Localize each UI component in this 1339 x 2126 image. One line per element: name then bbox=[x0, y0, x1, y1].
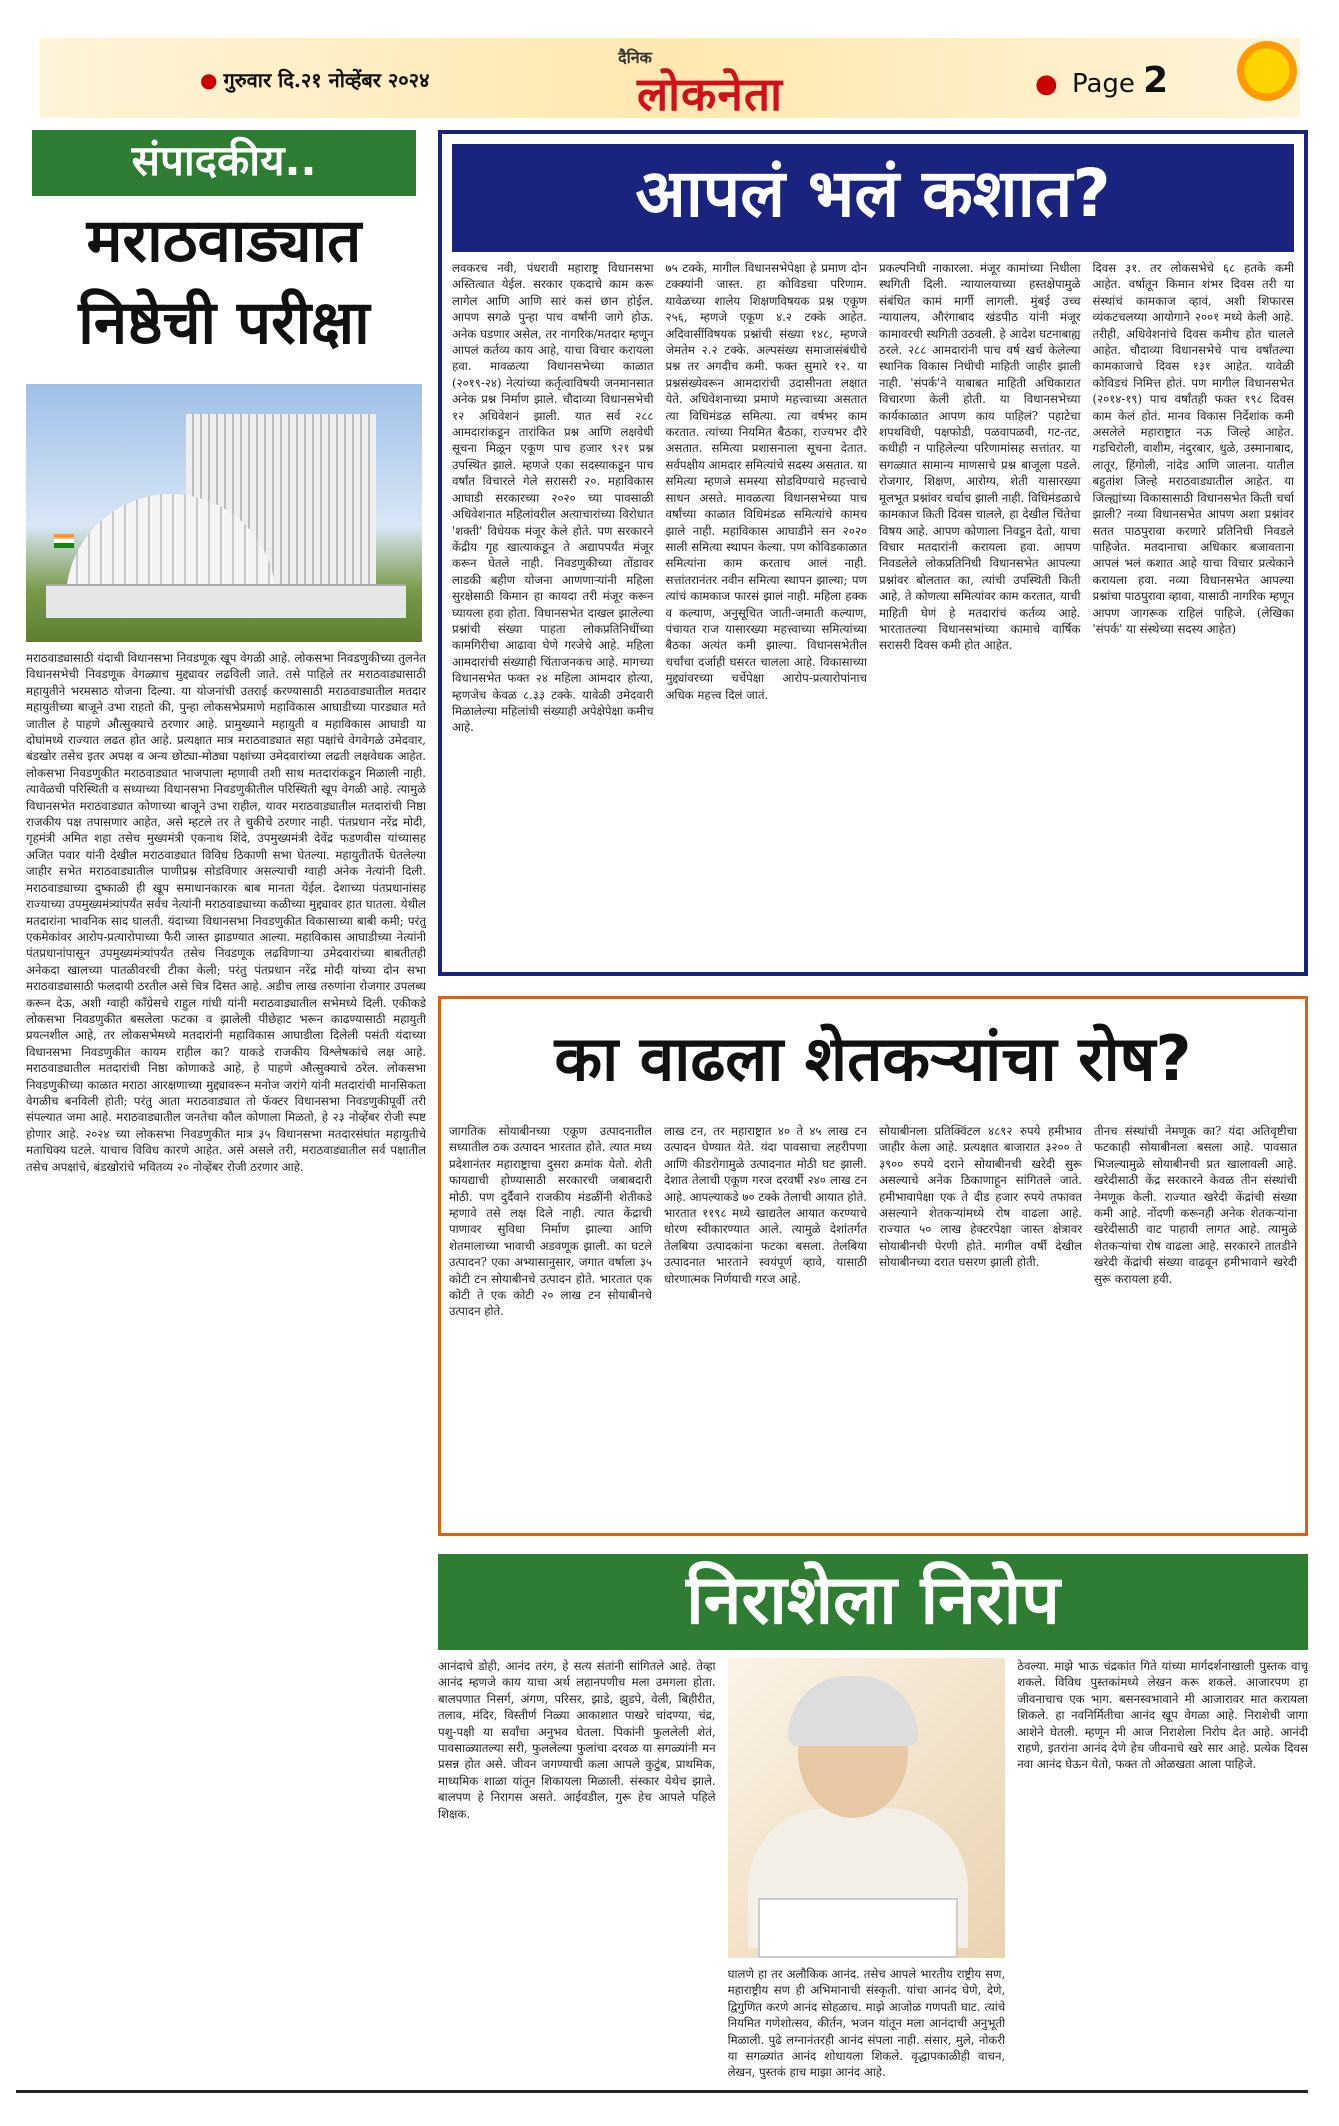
notebook bbox=[758, 1898, 958, 1958]
building-base bbox=[46, 584, 406, 618]
article3-title: निराशेला निरोप bbox=[438, 1554, 1308, 1650]
editorial-column bbox=[16, 130, 432, 2126]
page-bottom-rule bbox=[16, 2090, 1308, 2093]
article3-columns bbox=[438, 1658, 1308, 2108]
article2-col1: जागतिक सोयाबीनच्या एकूण उत्पादनातील सध्यातील ठक उत्पादन भारतात होते. त्यात मध्य प्रदेशानंतर महाराष्ट्राचा दुसरा क्रमांक येतो. शेती फायद्याची होण्यासाठी सरकारची जबाबदारी मोठी. पण दुर्दैवाने राजकीय मंडळींनी शेतीकडे म्हणावे तसे लक्ष दिले नाही. त्यात केंद्राची पाणावर सुविधा निर्माण झाल्या आणि शेतमालाच्या भावाची अडवणूक झाली. का घटले उत्पादन? एका अभ्यासानुसार, जगात वर्षाला ३५ कोटी टन सोयाबीनचे उत्पादन होते. भारतात एक कोटी ते एक कोटी २० लाख टन सोयाबीनचे उत्पादन होते. bbox=[449, 1124, 652, 1319]
issue-date: ● गुरुवार दि.२१ नोव्हेंबर २०२४ bbox=[200, 66, 430, 93]
sun-ornament-right-icon bbox=[1232, 36, 1302, 106]
article3-col3: ठेवल्या. माझे भाऊ चंद्रकांत गिते यांच्या मार्गदर्शनाखाली पुस्तक वाचू शकले. विविध पुस्तकांमध्ये लेखन करू शकले. आजारपण हा जीवनाचाच एक भाग. बसनस्वभावाने मी आजारावर मात करायला शिकले. हा नवनिर्मितीचा आनंद खूप वेगळा आहे. निराशेची जागा आशेने घेतली. म्हणून मी आज निराशेला निरोप देत आहे. आनंदी राहणे, इतरांना आनंद देणे हेच जीवनाचे खरे सार आहे. प्रत्येक दिवस नवा आनंद घेऊन येतो, फक्त तो ओळखता आला पाहिजे. bbox=[1017, 1659, 1308, 1772]
article2-columns bbox=[449, 1123, 1297, 1523]
article1-columns bbox=[452, 260, 1294, 960]
newspaper-logo bbox=[570, 46, 850, 124]
article1-col2: ७५ टक्के, मागील विधानसभेपेक्षा हे प्रमाण दोन टक्क्यांनी जास्त. हा कोविडचा परिणाम. यावेळच्या शालेय शिक्षणविषयक प्रश्न एकूण २५६, म्हणजे एकूण ४.२ टक्के आहेत. अदिवासींविषयक प्रश्नांची संख्या १४८, म्हणजे जेमतेम २.२ टक्के. अल्पसंख्य समाजासंबंधीचे प्रश्न तर अगदीच कमी. फक्त सुमारे १२. या प्रश्नसंख्येवरून आमदारांची उदासीनता लक्षात येते. अधिवेशनाच्या प्रमाणे महत्त्वाच्या असतात त्या विधिमंडळ समित्या. त्या वर्षभर काम करतात. त्यांच्या नियमित बैठका, राज्यभर दौरे असतात. समित्या प्रशासनाला सूचना देतात. सर्वपक्षीय आमदार समित्यांचे सदस्य असतात. या समित्या म्हणजे समस्या सोडविण्याचे महत्त्वाचे साधन असते. मावळत्या विधानसभेच्या पाच वर्षांच्या काळात विधिमंडळ समित्यांचे कामच झाले नाही. महाविकास आघाडीने सन २०२० साली समित्या स्थापन केल्या. पण कोविडकाळात समित्यांना काम करताच आलं नाही. सत्तांतरानंतर नवीन समित्या स्थापन झाल्या; पण त्यांचं कामकाज फारसं झालं नाही. महिला हक्क व कल्याण, अनुसूचित जाती-जमाती कल्याण, पंचायत राज यासारख्या महत्त्वाच्या समित्यांच्या बैठका अत्यंत कमी झाल्या. विधानसभेतील चर्चांचा दर्जाही घसरत चालला आहे. विकासाच्या मुद्द्यांवरच्या चर्चेपेक्षा आरोप-प्रत्यारोपांनाच अधिक महत्त्व दिलं जातं. bbox=[665, 261, 867, 702]
right-articles bbox=[438, 130, 1308, 2080]
article3-col2: घालणे हा तर अलौकिक आनंद. तसेच आपले भारतीय राष्ट्रीय सण, महाराष्ट्रीय सण ही अभिमानाची संस्कृती. यांचा आनंद घेणे, देणे, द्विगुणित करणे आनंद सोहळाच. माझे आजोळ गणपती घाट. त्यांचे नियमित गणेशोत्सव, कीर्तन, भजन यांतून मला आनंदाची अनुभूती मिळाली. पुढे लग्नानंतरही आनंद संपला नाही. संसार, मुले, नोकरी या सगळ्यांत आनंद शोधायला शिकले. वृद्धापकाळीही वाचन, लेखन, पुस्तकं हाच माझा आनंद आहे. bbox=[727, 1967, 1006, 2080]
article2-title: का वाढला शेतकऱ्यांचा रोष? bbox=[449, 1007, 1297, 1115]
masthead bbox=[40, 38, 1300, 121]
logo-big: लोकनेता bbox=[636, 67, 784, 121]
article2-col4: तीनच संस्थांची नेमणूक का? यंदा अतिवृष्टीचा फटकाही सोयाबीनला बसला आहे. पावसात भिजल्यामुळे सोयाबीनची प्रत खालावली आहे. खरेदीसाठी केंद्र सरकारने केवळ तीन संस्थांची नेमणूक केली. राज्यात खरेदी केंद्रांची संख्या कमी आहे. नोंदणी करूनही अनेक शेतकऱ्यांना खरेदीसाठी वाट पाहावी लागत आहे. त्यामुळे शेतकऱ्यांचा रोष वाढला आहे. सरकारने तातडीने खरेदी केंद्रांची संख्या वाढवून हमीभावाने खरेदी सुरू करायला हवी. bbox=[1094, 1124, 1297, 1286]
article2-col2: लाख टन, तर महाराष्ट्रात ४० ते ४५ लाख टन उत्पादन घेण्यात येते. यंदा पावसाचा लहरीपणा आणि कीडरोगामुळे उत्पादनात मोठी घट झाली. देशात तेलाची एकूण गरज दरवर्षी २४० लाख टन आहे. आपल्याकडे ७० टक्के तेलाची आयात होते. भारतात ११९८ मध्ये खाद्यतेल आयात करण्याचे धोरण स्वीकारण्यात आले. त्यामुळे देशांतर्गत तेलबिया उत्पादकांना फटका बसला. तेलबिया उत्पादनात भारताने स्वयंपूर्ण व्हावे, यासाठी धोरणात्मक निर्णयाची गरज आहे. bbox=[664, 1124, 867, 1286]
page-label: Page bbox=[1071, 69, 1135, 99]
article-aapla-bhala bbox=[438, 130, 1308, 976]
article3-col1: आनंदाचे डोही, आनंद तरंग, हे सत्य संतांनी सांगितले आहे. तेव्हा आनंद म्हणजे काय याचा अर्थ लहानपणीच मला उमगला होता. बालपणात निसर्ग, अंगण, परिसर, झाडे, झुडपे, वेली, बिहीरीत, तलाव, मंदिर, विस्तीर्ण निळ्या आकाशात पाखरे चांदण्या, चंद्र, पशु-पक्षी या सर्वांचा अनुभव घेतला. पिकांनी फुललेली शेतं, पावसाळ्यातल्या सरी, फुललेल्या फुलांचा दरवळ या सगळ्यांनी मन प्रसन्न होत असे. जीवन जगण्याची कला आपले कुटुंब, प्राथमिक, माध्यमिक शाळा यांतून शिकायला मिळाली. संस्कार येथेच झाले. बालपण हे निरागस असते. आईवडील, गुरू हेच आपले पहिले शिक्षक. bbox=[438, 1659, 716, 1821]
vidhan-bhavan-image bbox=[26, 384, 422, 642]
article1-title: आपलं भलं कशात? bbox=[452, 144, 1294, 252]
article1-col1: लवकरच नवी, पंधरावी महाराष्ट्र विधानसभा अस्तित्वात येईल. सरकार एकदाचे काम करू लागेल आणि आणि सारं कसं छान होईल. आपण सगळे पुन्हा पाच वर्षांनी जागे होऊ. अनेक घडणार असेल, तर नागरिक/मतदार म्हणून आपलं कर्तव्य काय आहे, याचा विचार करायला हवा. मावळत्या विधानसभेच्या काळात (२०१९-२४) नेत्यांच्या कर्तृत्वाविषयी जनमानसात अनेक प्रश्न निर्माण झाले. चौदाव्या विधानसभेची १२ अधिवेशनं झाली. यात सर्व २८८ आमदारांकडून तारांकित प्रश्न आणि लक्षवेधी सूचना मिळून एकूण पाच हजार ९२१ प्रश्न उपस्थित झाले. म्हणजे एका सदस्याकडून पाच वर्षांत विचारले गेले सरासरी २०. महाविकास आघाडी सरकारच्या २०२० च्या पावसाळी अधिवेशनात महिलांवरील अत्याचारांच्या विरोधात 'शक्ती' विधेयक मंजूर केले होते. पण सरकारने केंद्रीय गृह खात्याकडून ते अद्यापपर्यंत मंजूर करून घेतले नाही. निवडणुकीच्या तोंडावर लाडकी बहीण योजना आणणाऱ्यांनी महिला सुरक्षेसाठी किमान हा कायदा तरी मंजूर करून घ्यायला हवा होता. विधानसभेत दाखल झालेल्या प्रश्नांची संख्या पाहता लोकप्रतिनिधींच्या कामगिरीचा आढावा घेणे गरजेचे आहे. महिला आमदारांची संख्याही चिंताजनकच आहे. मागच्या विधानसभेत फक्त २४ महिला आमदार होत्या, म्हणजेच केवळ ८.३३ टक्के. यावेळी उमेदवारी मिळालेल्या महिलांची संख्याही अपेक्षेपेक्षा कमीच आहे. bbox=[452, 261, 654, 735]
woman-hair bbox=[788, 1676, 918, 1746]
article-shetkari-rosh bbox=[438, 996, 1308, 1536]
editorial-section-label: संपादकीय.. bbox=[32, 130, 416, 196]
article3-middle bbox=[728, 1658, 1006, 2108]
page-number: 2 bbox=[1143, 60, 1169, 101]
editorial-body: मराठवाड्यासाठी यंदाची विधानसभा निवडणूक खूप वेगळी आहे. लोकसभा निवडणुकीच्या तुलनेत विधानसभेची निवडणूक वेगळ्याच मुद्द्यावर लढविली जाते. तसे पाहिले तर मराठवाड्यासाठी महायुतीने भरमसाठ योजना दिल्या. या योजनांची उतराई करण्यासाठी मराठवाड्यातील मतदार महायुतीच्या बाजूने उभा राहतो की, पुन्हा लोकसभेप्रमाणे महाविकास आघाडीच्या पारड्यात मते जातील हे पाहणे औत्सुक्याचे ठरणार आहे. प्रामुख्याने महायुती व महाविकास आघाडी या दोघांमध्ये राज्यात लढत होत आहे. प्रत्यक्षात मात्र मराठवाड्यात सहा पक्षांचे वेगवेगळे उमेदवार, बंडखोर तसेच इतर अपक्ष व अन्य छोट्या-मोठ्या पक्षांच्या उमेदवारांच्या लढती लक्षवेधक आहेत. लोकसभा निवडणुकीत मराठवाड्यात भाजपाला म्हणावी तशी साथ मतदारांकडून मिळाली नाही. त्यावेळची परिस्थिती व सध्याच्या विधानसभा निवडणुकीतील परिस्थिती खूप वेगळी आहे. त्यामुळे विधानसभेत मराठवाड्यात कोणाच्या बाजूने उभा राहील, यावर मराठवाड्यातील मतदारांची निष्ठा राजकीय पक्ष तपासणार आहेत, असे म्हटले तर ते चुकीचे ठरणार नाही. पंतप्रधान नरेंद्र मोदी, गृहमंत्री अमित शहा तसेच मुख्यमंत्री एकनाथ शिंदे, उपमुख्यमंत्री देवेंद्र फडणवीस यांच्यासह अजित पवार यांनी देखील मराठवाड्यात विविध ठिकाणी सभा घेतल्या. महायुतीतर्फे घेतलेल्या जाहीर सभेत मराठवाड्यातील पाणीप्रश्न सोडविणार असल्याची ग्वाही अनेक नेत्यांनी दिली. मराठवाड्याच्या दुष्काळी ही खूप समाधानकारक बाब मानता येईल. देशाच्या पंतप्रधानांसह राज्याच्या उपमुख्यमंत्र्यांपर्यंत सर्वच नेत्यांनी मराठवाड्याच्या कळीच्या मुद्द्यावर हात घातला. येथील मतदारांना भावनिक साद घालती. यंदाच्या विधानसभा निवडणुकीत विकासाच्या बाबी कमी; परंतु एकमेकांवर आरोप-प्रत्यारोपाच्या फैरी जास्त झाडण्यात आल्या. महाविकास आघाडीच्या नेत्यांनी पंतप्रधानांपासून उपमुख्यमंत्र्यांपर्यंत तसेच निवडणूक लढविणाऱ्या उमेदवारांच्या बाबतीतही अनेकदा खालच्या पातळीवरची टीका केली; परंतु पंतप्रधान नरेंद्र मोदी यांच्या दोन सभा मराठवाड्यासाठी फलदायी ठरतील असे चित्र दिसत आहे. अडीच लाख तरुणांना रोजगार उपलब्ध करून देऊ, अशी ग्वाही काँग्रेसचे राहुल गांधी यांनी मराठवाड्यातील सभेमध्ये दिली. एकीकडे लोकसभा निवडणुकीत बसलेला फटका व झालेली पीछेहाट भरून काढण्यासाठी महायुती प्रयत्नशील आहे, तर लोकसभेमध्ये मतदारांनी महाविकास आघाडीला दिलेली पसंती यंदाच्या विधानसभा निवडणुकीत कायम राहील का? याकडे राजकीय विश्लेषकांचे लक्ष आहे. मराठवाड्यातील मतदारांची निष्ठा कोणाकडे आहे, हे पाहणे औत्सुक्याचे ठरेल. लोकसभा निवडणुकीच्या काळात मराठा आरक्षणाच्या मुद्द्यावरून मनोज जरांगे यांनी मतदारांची मानसिकता वेगळीच बनविली होती; परंतु आता मराठवाड्यात तो फॅक्टर विधानसभा निवडणुकीपूर्वी तरी संपल्यात जमा आहे. मराठवाड्यातील जनतेचा कौल कोणाला मिळतो, हे २३ नोव्हेंबर रोजी स्पष्ट होणार आहे. २०२४ च्या लोकसभा निवडणुकीत मात्र ३५ विधानसभा मतदारसंघांत महायुतीचे मताधिक्य घटले. याचाच विविध कारणे आहेत. असे असले तरी, मराठवाड्यातील सर्व पक्षातील तसेच अपक्षांचे, बंडखोरांचे भवितव्य २० नोव्हेंबर रोजी ठरणार आहे. bbox=[26, 651, 426, 1174]
article1-col3: प्रकल्पनिधी नाकारला. मंजूर कामांच्या निधीला स्थगिती दिली. न्यायालयाच्या हस्तक्षेपामुळे संबंधित कामं मार्गी लागली. मुंबई उच्च न्यायालय, औरंगाबाद खंडपीठ यांनी मंजूर कामावरची स्थगिती उठवली. हे आदेश घटनाबाह्य ठरले. २८८ आमदारांनी पाच वर्ष खर्च केलेल्या स्थानिक विकास निधीची माहिती जाहीर झाली नाही. 'संपर्क'ने याबाबत माहिती अधिकारात विचारणा केली होती. या विधानसभेच्या कार्यकाळात आपण काय पाहिलं? पहाटेचा शपथविधी, पक्षफोडी, पळवापळवी, गट-तट, कधीही न पाहिलेल्या परिणामांसह सत्तांतर. या सगळ्यात सामान्य माणसाचे प्रश्न बाजूला पडले. रोजगार, शिक्षण, आरोग्य, शेती यासारख्या मूलभूत प्रश्नांवर चर्चाच झाली नाही. विधिमंडळाचे कामकाज किती दिवस चालले, हा देखील चिंतेचा विषय आहे. आपण कोणाला निवडून देतो, याचा विचार मतदारांनी करायला हवा. आपण निवडलेले लोकप्रतिनिधी विधानसभेत आपल्या प्रश्नांवर बोलतात का, त्यांची उपस्थिती किती आहे, ते कोणत्या समित्यांवर काम करतात, याची माहिती घेणं हे मतदारांचं कर्तव्य आहे. भारतातल्या विधानसभांच्या कामाचे वार्षिक सरासरी दिवस कमी होत आहेत. bbox=[879, 261, 1081, 653]
flag-icon bbox=[54, 534, 74, 548]
logo-small: दैनिक bbox=[618, 48, 652, 67]
elderly-woman-writing-image bbox=[728, 1658, 1006, 1958]
article-nirashela-nirop bbox=[438, 1554, 1308, 2114]
page-indicator bbox=[1035, 60, 1168, 101]
article2-col3: सोयाबीनला प्रतिक्विंटल ४८९२ रुपये हमीभाव जाहीर केला आहे. प्रत्यक्षात बाजारात ३२०० ते ३९०० रुपये दराने सोयाबीनची खरेदी सुरू असल्याचे अनेक ठिकाणाहून सांगितले जाते. हमीभावापेक्षा एक ते दीड हजार रुपये तफावत असल्याने शेतकऱ्यांमध्ये रोष वाढला आहे. राज्यात ५० लाख हेक्टरपेक्षा जास्त क्षेत्रावर सोयाबीनची पेरणी होते. मागील वर्षी देखील सोयाबीनच्या दरात घसरण झाली होती. bbox=[879, 1124, 1082, 1270]
editorial-title: मराठवाड्यात निष्ठेची परीक्षा bbox=[78, 206, 370, 358]
article1-col4: दिवस ३१. तर लोकसभेचे ६८ हतके कमी आहेत. वर्षातून किमान शंभर दिवस तरी या संस्थांचं कामकाज व्हावं, अशी शिफारस व्यंकटचलय्या आयोगाने २००१ मध्ये केली आहे. तरीही, अधिवेशनांचे दिवस कमीच होत चालले आहेत. चौदाव्या विधानसभेचे पाच वर्षांतल्या कामकाजाचे दिवस १३१ आहेत. यावेळी कोविडचं निमित्त होतं. पण मागील विधानसभेत (२०१४-१९) पाच वर्षांतही फक्त १९८ दिवस काम केलं होतं. मानव विकास निर्देशांक कमी असलेले महाराष्ट्रात नऊ जिल्हे आहेत. गडचिरोली, वाशीम, नंदुरबार, धुळे, उस्मानाबाद, लातूर, हिंगोली, नांदेड आणि जालना. यातील बहुतांश जिल्हे मराठवाड्यातील आहेत. या जिल्ह्यांच्या विकासासाठी विधानसभेत किती चर्चा झाली? नव्या विधानसभेत आपण अशा प्रश्नांवर सतत पाठपुरावा करणारे प्रतिनिधी निवडले पाहिजेत. मतदानाचा अधिकार बजावताना आपलं भलं कशात आहे याचा विचार प्रत्येकाने करायला हवा. नव्या विधानसभेत आपल्या प्रश्नांचा पाठपुरावा व्हावा, यासाठी नागरिक म्हणून आपण जागरूक राहिलं पाहिजे. (लेखिका 'संपर्क' या संस्थेच्या सदस्य आहेत) bbox=[1092, 261, 1294, 636]
